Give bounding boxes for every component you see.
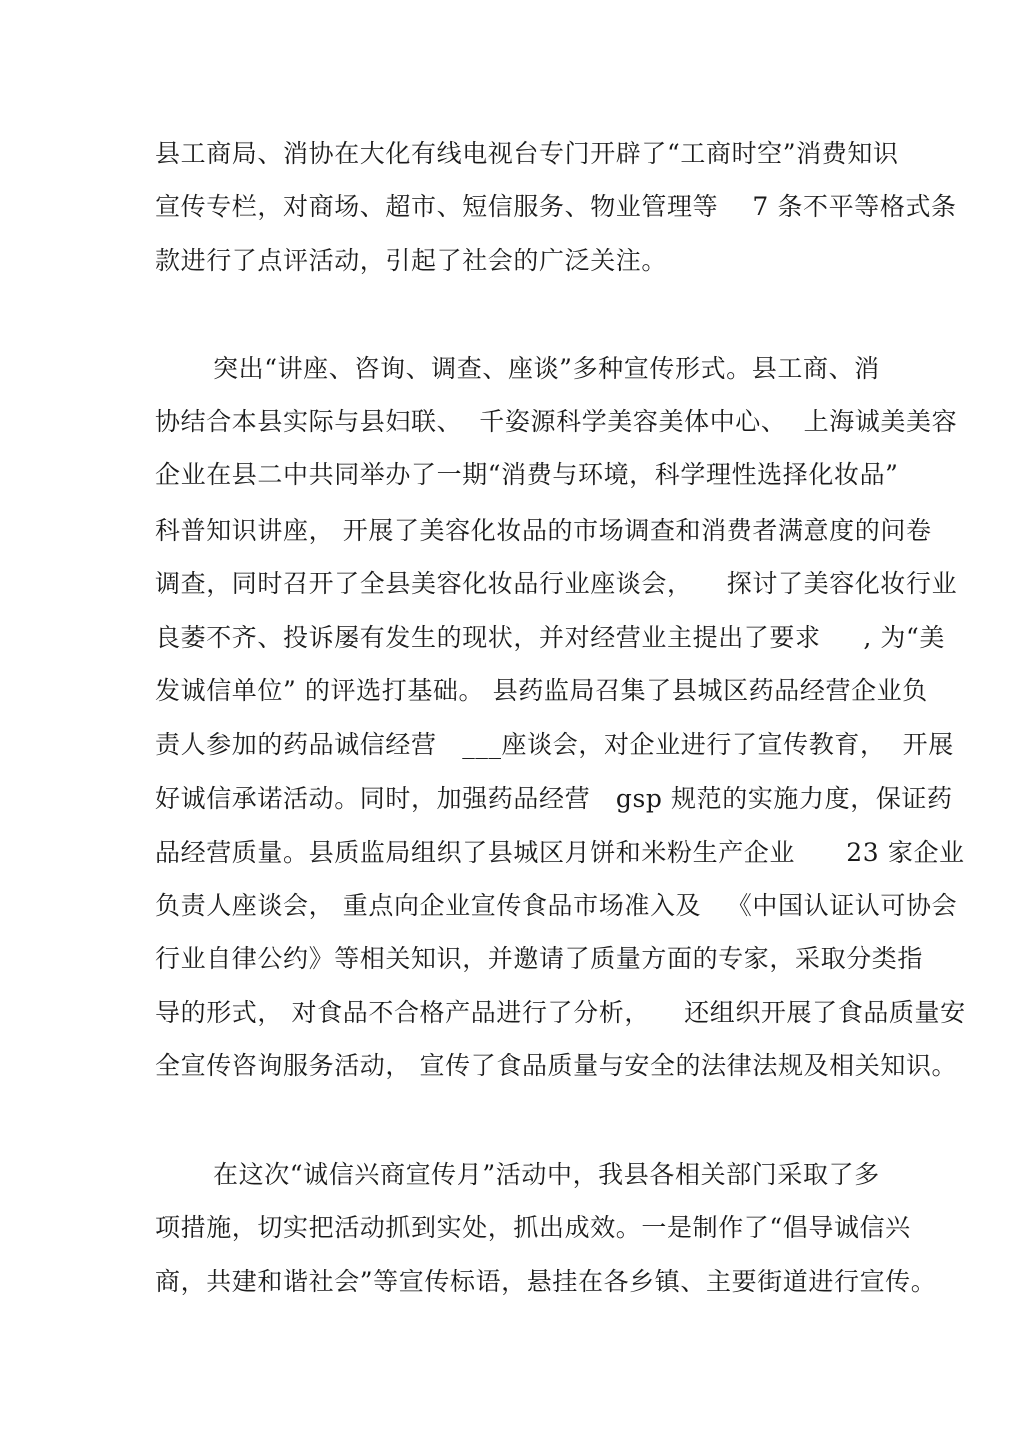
text-line: 良萎不齐、投诉屡有发生的现状，并对经营业主提出了要求 , 为“美 xyxy=(155,623,946,652)
text-line: 项措施，切实把活动抓到实处，抓出成效。一是制作了“倡导诚信兴 xyxy=(155,1213,911,1242)
text-line: 科普知识讲座， 开展了美容化妆品的市场调查和消费者满意度的问卷 xyxy=(155,516,932,545)
text-line: 品经营质量。县质监局组织了县城区月饼和米粉生产企业 23 家企业 xyxy=(155,838,965,867)
text-line: 调查，同时召开了全县美容化妆品行业座谈会， 探讨了美容化妆行业 xyxy=(155,569,958,598)
text-line: 导的形式， 对食品不合格产品进行了分析， 还组织开展了食品质量安 xyxy=(155,998,966,1027)
text-line: 企业在县二中共同举办了一期“消费与环境，科学理性选择化妆品” xyxy=(155,460,899,489)
text-line: 在这次“诚信兴商宣传月”活动中，我县各相关部门采取了多 xyxy=(213,1160,880,1189)
text-line: 突出“讲座、咨询、调查、座谈”多种宣传形式。县工商、消 xyxy=(213,354,880,383)
text-line: 发诚信单位” 的评选打基础。 县药监局召集了县城区药品经营企业负 xyxy=(155,676,928,705)
text-line: 款进行了点评活动，引起了社会的广泛关注。 xyxy=(155,246,668,275)
text-line: 宣传专栏，对商场、超市、短信服务、物业管理等 7 条不平等格式条 xyxy=(155,192,957,221)
text-line: 县工商局、消协在大化有线电视台专门开辟了“工商时空”消费知识 xyxy=(155,139,899,168)
text-line: 行业自律公约》等相关知识，并邀请了质量方面的专家，采取分类指 xyxy=(155,944,924,973)
text-line: 商，共建和谐社会”等宣传标语，悬挂在各乡镇、主要街道进行宣传。 xyxy=(155,1267,937,1296)
text-line: 责人参加的药品诚信经营 ___座谈会，对企业进行了宣传教育， 开展 xyxy=(155,730,954,759)
text-line: 负责人座谈会， 重点向企业宣传食品市场准入及 《中国认证认可协会 xyxy=(155,891,958,920)
text-line: 全宣传咨询服务活动， 宣传了食品质量与安全的法律法规及相关知识。 xyxy=(155,1051,958,1080)
text-line: 协结合本县实际与县妇联、 千姿源科学美容美体中心、 上海诚美美容 xyxy=(155,407,958,436)
text-line: 好诚信承诺活动。同时，加强药品经营 gsp 规范的实施力度，保证药 xyxy=(155,784,953,813)
